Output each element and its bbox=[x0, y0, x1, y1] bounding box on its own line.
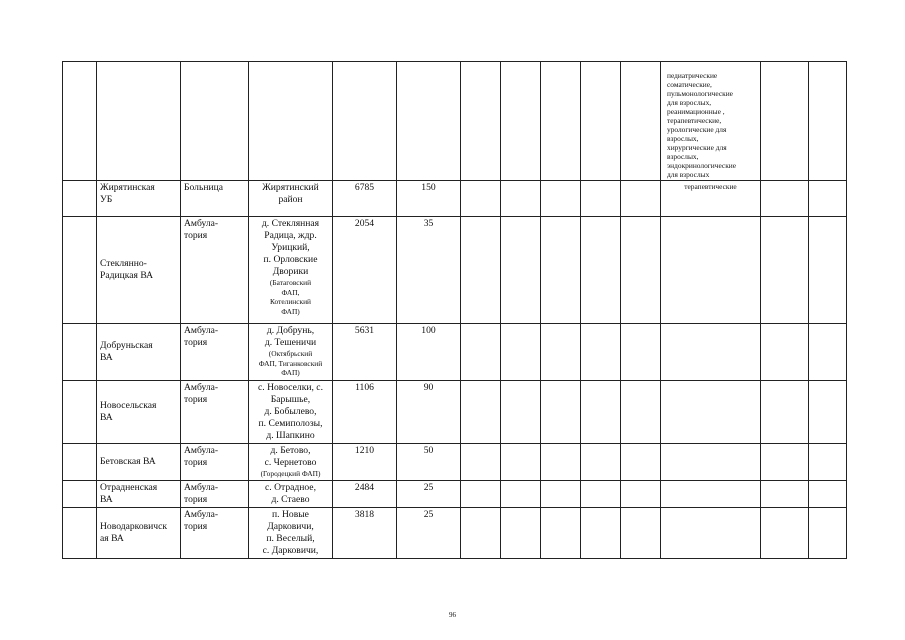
text-line: (Октябрьский bbox=[268, 349, 313, 358]
text-line: д. Шапкино bbox=[266, 430, 315, 441]
notes-cell bbox=[661, 507, 761, 558]
institution-name-cell bbox=[97, 507, 181, 558]
empty-cell bbox=[761, 381, 809, 444]
empty-cell bbox=[761, 480, 809, 507]
notes-cell bbox=[661, 217, 761, 324]
text-line: Жирятинский bbox=[262, 182, 319, 193]
notes-cell bbox=[661, 444, 761, 481]
institution-type-cell bbox=[181, 381, 249, 444]
number-cell bbox=[63, 444, 97, 481]
count-cell: 100 bbox=[397, 324, 461, 381]
count-cell: 25 bbox=[397, 507, 461, 558]
empty-cell bbox=[581, 507, 621, 558]
text-line: район bbox=[278, 194, 303, 205]
data-table bbox=[62, 61, 847, 559]
text-line: ВА bbox=[100, 352, 113, 363]
table-row bbox=[63, 444, 847, 481]
table-row bbox=[63, 324, 847, 381]
text-line: с. Отрадное, bbox=[265, 481, 316, 493]
text-line: Котелинский bbox=[269, 297, 312, 306]
population-cell: 6785 bbox=[333, 181, 397, 217]
text-line: хирургические для bbox=[667, 143, 727, 152]
empty-cell bbox=[621, 181, 661, 217]
empty-cell bbox=[621, 507, 661, 558]
institution-name-cell bbox=[97, 444, 181, 481]
empty-cell bbox=[581, 480, 621, 507]
institution-type-cell bbox=[181, 324, 249, 381]
empty-cell bbox=[501, 217, 541, 324]
text-line: УБ bbox=[100, 194, 113, 205]
table-row-continued bbox=[63, 62, 847, 181]
text-line: тория bbox=[184, 520, 208, 532]
empty-cell bbox=[581, 181, 621, 217]
service-area-cell bbox=[249, 480, 333, 507]
text-line: Новосельская bbox=[100, 400, 157, 411]
empty-cell bbox=[541, 480, 581, 507]
population-cell: 3818 bbox=[333, 507, 397, 558]
empty-cell bbox=[541, 444, 581, 481]
text-line: Барышье, bbox=[270, 394, 311, 405]
count-cell: 25 bbox=[397, 480, 461, 507]
text-line: Амбула- bbox=[184, 508, 219, 520]
text-line: п. Новые bbox=[272, 508, 309, 520]
empty-cell bbox=[501, 480, 541, 507]
count-cell: 35 bbox=[397, 217, 461, 324]
text-line: Дворики bbox=[272, 266, 309, 277]
text-line: Амбула- bbox=[184, 382, 219, 393]
text-line: с. Чернетово bbox=[264, 457, 317, 468]
institution-name-cell bbox=[97, 324, 181, 381]
text-line: д. Добрунь, bbox=[266, 325, 315, 336]
number-cell bbox=[63, 181, 97, 217]
empty-cell bbox=[621, 324, 661, 381]
notes-cell bbox=[661, 381, 761, 444]
number-cell bbox=[63, 507, 97, 558]
empty-cell bbox=[461, 324, 501, 381]
notes-cell bbox=[661, 324, 761, 381]
table-row bbox=[63, 181, 847, 217]
empty-cell bbox=[541, 507, 581, 558]
empty-cell bbox=[761, 507, 809, 558]
institution-type-cell bbox=[181, 217, 249, 324]
empty-cell bbox=[809, 480, 847, 507]
number-cell bbox=[63, 217, 97, 324]
empty-cell bbox=[461, 217, 501, 324]
population-cell: 1106 bbox=[333, 381, 397, 444]
institution-type-cell bbox=[181, 480, 249, 507]
text-line: ВА bbox=[100, 493, 113, 505]
text-line: п. Семиполозы, bbox=[258, 418, 323, 429]
text-line: взрослых, bbox=[667, 152, 699, 161]
text-line: эндокринологические bbox=[667, 161, 737, 170]
service-area-cell bbox=[249, 324, 333, 381]
empty-cell bbox=[461, 444, 501, 481]
institution-name-cell bbox=[97, 181, 181, 217]
empty-cell bbox=[809, 507, 847, 558]
empty-cell bbox=[621, 217, 661, 324]
empty-cell bbox=[761, 181, 809, 217]
text-line: педиатрические bbox=[667, 71, 718, 80]
text-line: ВА bbox=[100, 412, 113, 423]
empty-cell bbox=[501, 444, 541, 481]
empty-cell bbox=[809, 181, 847, 217]
service-area-cell bbox=[249, 444, 333, 481]
text-line: тория bbox=[184, 230, 208, 241]
count-cell: 150 bbox=[397, 181, 461, 217]
text-line: (Батаговский bbox=[269, 278, 312, 287]
notes-cell bbox=[661, 62, 761, 181]
empty-cell bbox=[501, 181, 541, 217]
text-line: Больница bbox=[184, 182, 224, 193]
text-line: д. Стаево bbox=[271, 493, 310, 505]
empty-cell bbox=[809, 381, 847, 444]
empty-cell bbox=[581, 217, 621, 324]
population-cell: 2484 bbox=[333, 480, 397, 507]
number-cell bbox=[63, 324, 97, 381]
empty-cell bbox=[541, 381, 581, 444]
empty-cell bbox=[501, 507, 541, 558]
text-line: ая ВА bbox=[100, 532, 124, 544]
text-line: Амбула- bbox=[184, 325, 219, 336]
text-line: Амбула- bbox=[184, 445, 219, 456]
text-line: пульмонологические bbox=[667, 89, 733, 98]
empty-cell bbox=[501, 381, 541, 444]
population-cell: 2054 bbox=[333, 217, 397, 324]
empty-cell bbox=[461, 480, 501, 507]
empty-cell bbox=[541, 181, 581, 217]
notes-cell bbox=[661, 480, 761, 507]
text-line: п. Веселый, bbox=[266, 532, 315, 544]
text-line: терапевтические, bbox=[667, 116, 722, 125]
number-cell bbox=[63, 480, 97, 507]
text-line: Стеклянно- bbox=[100, 258, 147, 269]
text-line: Бетовская ВА bbox=[100, 455, 156, 467]
table-row bbox=[63, 507, 847, 558]
text-line: ФАП) bbox=[281, 306, 300, 316]
institution-type-cell bbox=[181, 444, 249, 481]
text-line: взрослых, bbox=[667, 134, 699, 143]
text-line: с. Дарковичи, bbox=[262, 544, 319, 556]
institution-type-cell bbox=[181, 507, 249, 558]
empty-cell bbox=[541, 217, 581, 324]
service-area-cell bbox=[249, 507, 333, 558]
empty-cell bbox=[809, 324, 847, 381]
service-area-cell bbox=[249, 381, 333, 444]
table-row bbox=[63, 381, 847, 444]
population-cell: 1210 bbox=[333, 444, 397, 481]
empty-cell bbox=[581, 444, 621, 481]
empty-cell bbox=[461, 507, 501, 558]
empty-cell bbox=[581, 324, 621, 381]
population-cell: 5631 bbox=[333, 324, 397, 381]
text-line: Отрадненская bbox=[100, 481, 158, 493]
empty-cell bbox=[761, 217, 809, 324]
empty-cell bbox=[621, 381, 661, 444]
text-line: п. Орловские bbox=[263, 254, 318, 265]
text-line: Радицкая ВА bbox=[100, 270, 154, 281]
empty-cell bbox=[581, 381, 621, 444]
text-line: Амбула- bbox=[184, 218, 219, 229]
institution-name-cell bbox=[97, 217, 181, 324]
text-line: для взрослых bbox=[667, 170, 710, 179]
empty-cell bbox=[761, 444, 809, 481]
text-line: Добруньская bbox=[100, 340, 153, 351]
text-line: д. Бобылево, bbox=[264, 406, 317, 417]
text-line: с. Новоселки, с. bbox=[258, 382, 323, 393]
text-line: ФАП, Тиганковский bbox=[258, 358, 323, 368]
empty-cell bbox=[621, 444, 661, 481]
service-area-cell bbox=[249, 181, 333, 217]
empty-cell bbox=[809, 217, 847, 324]
text-line: для взрослых, bbox=[667, 98, 712, 107]
text-line: Амбула- bbox=[184, 481, 219, 493]
text-line: д. Стеклянная bbox=[261, 218, 320, 229]
institution-type-cell bbox=[181, 181, 249, 217]
text-line: Урицкий, bbox=[271, 242, 310, 253]
text-line: ФАП) bbox=[281, 368, 300, 377]
count-cell: 50 bbox=[397, 444, 461, 481]
empty-cell bbox=[621, 480, 661, 507]
text-line: Дарковичи, bbox=[267, 520, 314, 532]
text-line: соматические, bbox=[667, 80, 712, 89]
empty-cell bbox=[809, 444, 847, 481]
text-line: (Городецкий ФАП) bbox=[260, 469, 321, 478]
page-number: 96 bbox=[449, 611, 456, 619]
text-line: д. Бетово, bbox=[270, 445, 311, 456]
table-row bbox=[63, 480, 847, 507]
text-line: тория bbox=[184, 457, 208, 468]
text-line: Жирятинская bbox=[100, 182, 155, 193]
text-line: тория bbox=[184, 394, 208, 405]
text-line: реанимационные , bbox=[667, 107, 725, 116]
table-row bbox=[63, 217, 847, 324]
text-line: Новодарковичск bbox=[100, 520, 168, 532]
empty-cell bbox=[501, 324, 541, 381]
number-cell bbox=[63, 381, 97, 444]
count-cell: 90 bbox=[397, 381, 461, 444]
service-area-cell bbox=[249, 217, 333, 324]
text-line: урологические для bbox=[667, 125, 727, 134]
notes-cell: терапевтические bbox=[661, 181, 761, 217]
text-line: ФАП, bbox=[281, 287, 300, 297]
institution-name-cell bbox=[97, 381, 181, 444]
text-line: тория bbox=[184, 493, 208, 505]
text-line: д. Тешеничи bbox=[264, 337, 317, 348]
text-line: Радица, ждр. bbox=[264, 230, 317, 241]
empty-cell bbox=[541, 324, 581, 381]
text-line: тория bbox=[184, 337, 208, 348]
empty-cell bbox=[461, 381, 501, 444]
empty-cell bbox=[761, 324, 809, 381]
institution-name-cell bbox=[97, 480, 181, 507]
empty-cell bbox=[461, 181, 501, 217]
